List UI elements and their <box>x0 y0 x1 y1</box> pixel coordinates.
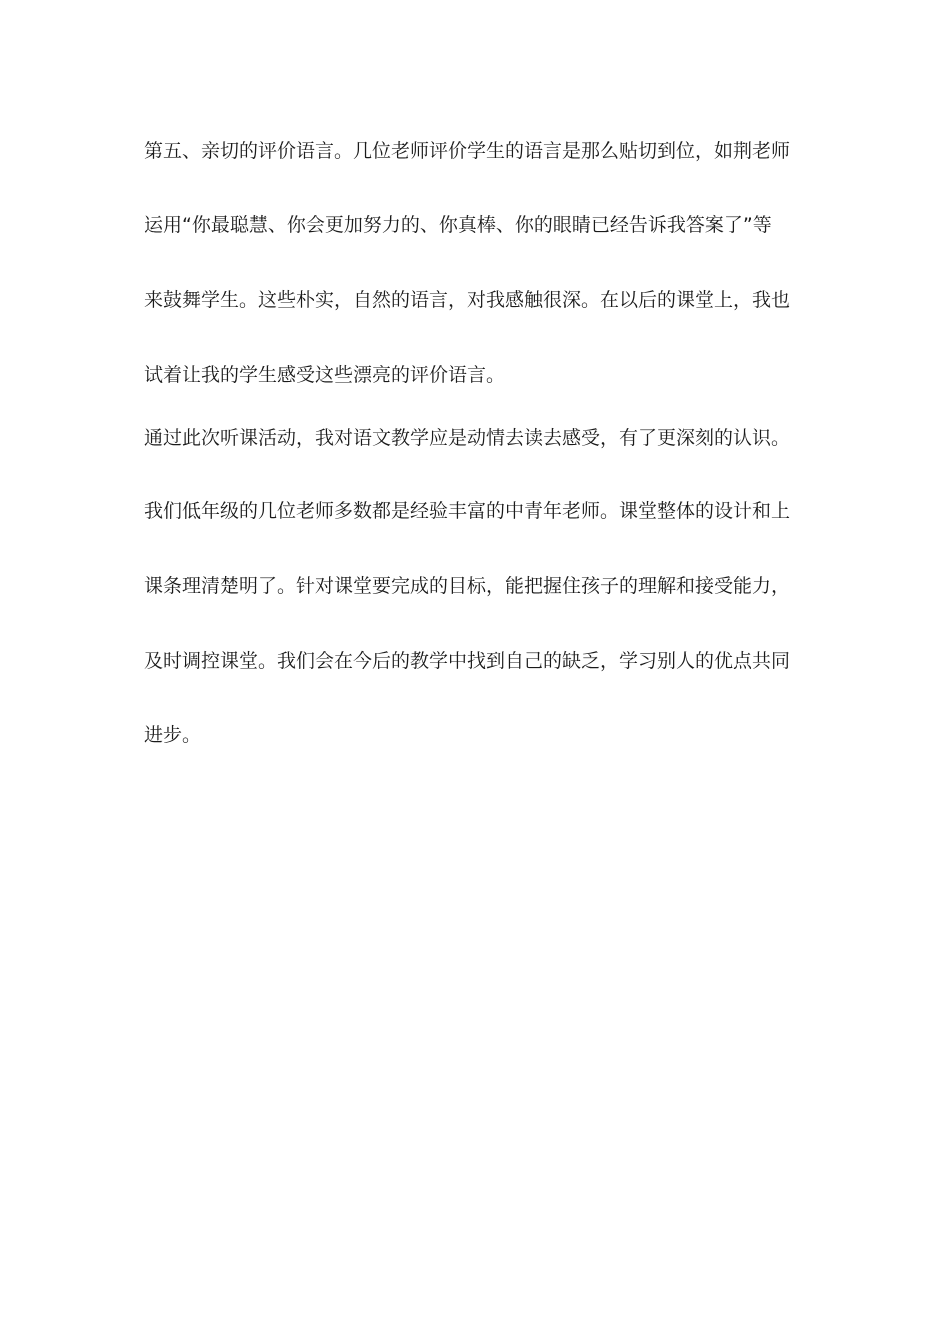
text-line: 来鼓舞学生。这些朴实，自然的语言，对我感触很深。在以后的课堂上，我也 <box>144 289 791 311</box>
text-line: 第五、亲切的评价语言。几位老师评价学生的语言是那么贴切到位，如荆老师 <box>144 140 791 162</box>
text-line: 通过此次听课活动，我对语文教学应是动情去读去感受，有了更深刻的认识。 <box>144 427 791 449</box>
text-line: 课条理清楚明了。针对课堂要完成的目标，能把握住孩子的理解和接受能力， <box>144 575 791 597</box>
text-line: 运用“你最聪慧、你会更加努力的、你真棒、你的眼睛已经告诉我答案了”等 <box>144 214 772 236</box>
text-line: 进步。 <box>144 724 202 746</box>
text-line: 及时调控课堂。我们会在今后的教学中找到自己的缺乏，学习别人的优点共同 <box>144 650 791 672</box>
text-line: 我们低年级的几位老师多数都是经验丰富的中青年老师。课堂整体的设计和上 <box>144 500 791 522</box>
text-line: 试着让我的学生感受这些漂亮的评价语言。 <box>144 364 506 386</box>
